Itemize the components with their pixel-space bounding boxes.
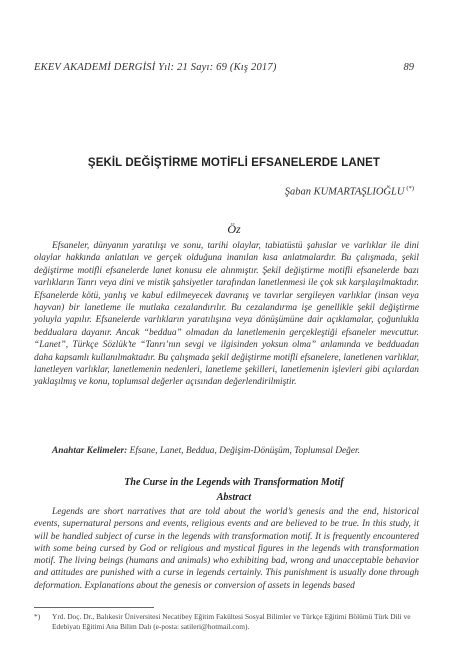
abstract-tr-heading: Öz [227,222,241,236]
keywords-text: Efsane, Lanet, Beddua, Değişim-Dönüşüm, Toplumsal Değer. [129,446,360,456]
english-title: The Curse in the Legends with Transformation Motif [124,477,344,488]
author-footnote [34,612,419,632]
abstract-en-heading: Abstract [216,492,252,503]
author-footnote-mark: (*) [406,185,414,192]
journal-title: EKEV AKADEMİ DERGİSİ Yıl: 21 Sayı: 69 (Kış 2017) [34,62,277,73]
footnote-mark: *) [34,612,41,621]
abstract-tr-text: Efsaneler, dünyanın yaratılışı ve sonu, tarihi olaylar, tabiatüstü şahıslar ve varlıklar ile dini olaylar hakkında anlatılan ve gerçek olduğuna inanılan kısa anlatmalardır. Bu çalışmada, şekil değiştirme motifli efsanelerde lanet konusu ele alınmıştır. Şekil değiştirme motifli efsanelerde bazı varlıkların Tanrı veya dini ve mistik şahsiyetler tarafından lanetlenmesi ile çok sık karşılaşılmaktadır. Efsanelerde kötü, yanlış ve kabul edilmeyecek davranış ve tavırlar sergileyen varlıklar (insan veya hayvan) bir lanetleme ile mutlaka cezalandırılır. Bu cezalandırma işe genellikle şekil değiştirme yoluyla yapılır. Efsanelerde varlıkların yaratılışına veya dönüşümüne dair açıklamalar, çoğunlukla beddualara dayanır. Ancak “beddua” olmadan da lanetlemenin gerçekleştiği efsaneler mevcuttur. “Lanet”, Türkçe Sözlük’te “Tanrı’nın sevgi ve ilgisinden yoksun olma” anlamında ve bedduadan daha kapsamlı kullanılmaktadır. Bu çalışmada şekil değiştirme motifli efsanelere, lanetlenen varlıklar, lanetleyen varlıklar, lanetlemenin nedenleri, lanetleme şekilleri, lanetlemenin işlevleri gibi açılardan yaklaşılmış ve konu, toplumsal değerler açısından değerlendirilmiştir. [34,241,419,388]
keywords-label: Anahtar Kelimeler: [52,446,128,456]
footnote-divider [34,607,154,608]
running-header [34,62,414,78]
footnote-text: Yrd. Doç. Dr., Balıkesir Üniversitesi Necatibey Eğitim Fakültesi Sosyal Bilimler ve Türkçe Eğitimi Bölümü Türk Dili ve Edebiyatı Eğitimi Ana Bilim Dalı (e-posta: satileri@hotmail.com). [52,612,411,631]
abstract-en-text: Legends are short narratives that are told about the world’s genesis and the end, historical events, supernatural persons and events, religious events and are believed to be true. In this study, it will be handled subject of curse in the legends with transformation motif. It is frequently encountered with some being cursed by God or religious and mystical figures in the legends with transformation motif. The living beings (humans and animals) who exhibiting bad, wrong and unacceptable behavior and attitudes are punished with a curse in legends certainly. This punishment is usually done through deformation. Explanations about the genesis or conversion of assets in legends based [34,507,419,591]
article-title: ŞEKİL DEĞİŞTİRME MOTİFLİ EFSANELERDE LANET [87,157,381,169]
author-name: Şaban KUMARTAŞLIOĞLU [284,186,405,198]
page-number: 89 [403,62,414,73]
author-line [285,185,414,198]
keywords-line [34,445,419,457]
